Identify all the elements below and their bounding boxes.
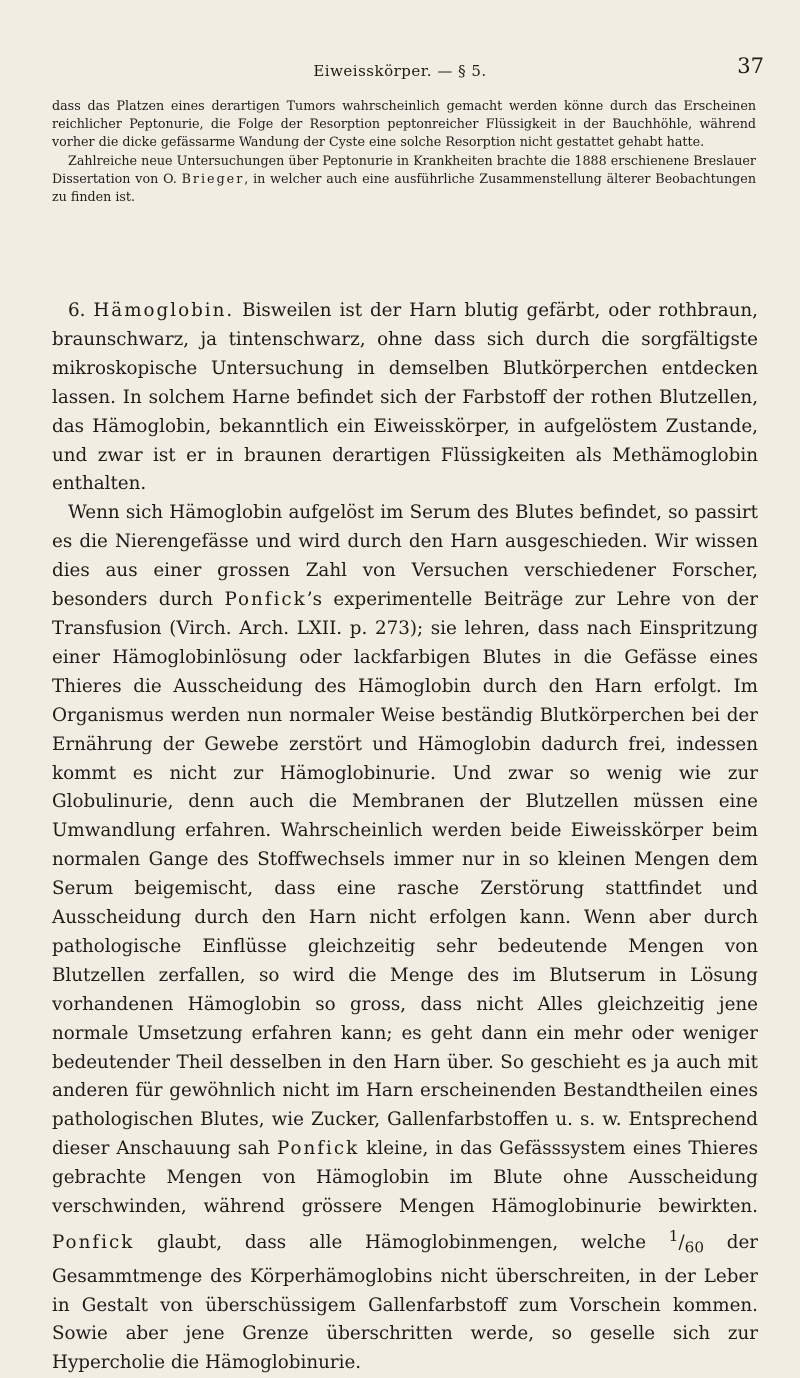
section-heading-term: Hämoglobin. bbox=[93, 300, 235, 321]
small-print-text: Zahlreiche neue Untersuchungen über Peptonurie in Krankheiten brachte die 1888 erschienene Breslauer Dissertation von O. bbox=[52, 152, 756, 186]
body-text: Bisweilen ist der Harn blutig gefärbt, oder rothbraun, braunschwarz, ja tintenschwarz, ohne dass sich durch die sorgfältigste mikroskopische Untersuchung in demselben Blutkörperchen entdecken lassen. In solchem Harne befindet sich der Farbstoff der rothen Blutzellen, das Hämoglobin, bekanntlich ein Eiweisskörper, in aufgelöstem Zustande, und zwar ist er in braunen derartigen Flüssigkeiten als Methämoglobin enthalten. bbox=[52, 300, 758, 495]
fraction: $^1/_{60}$ bbox=[668, 1227, 705, 1257]
body-text: Wenn sich Hämoglobin aufgelöst im Serum des Blutes befindet, so passirt es die Nierengefässe und wird durch den Harn ausgeschieden. Wir wissen dies aus einer grossen Zahl von Versuchen verschiedener Forscher, besonders durch bbox=[52, 502, 758, 611]
body-text: glaubt, dass alle Hämoglobinmengen, welche bbox=[134, 1232, 669, 1254]
running-head bbox=[0, 54, 800, 82]
small-print-block bbox=[52, 97, 756, 206]
main-text-block bbox=[52, 297, 758, 1378]
fraction-numerator: 1 bbox=[668, 1227, 679, 1245]
body-text: kleine, in das Gefässsystem eines Thieres gebrachte Mengen von Hämoglobin im Blute ohne Ausscheidung verschwinden, während grössere Mengen Hämoglobinurie bewirkten. bbox=[52, 1138, 759, 1218]
small-print-text: , in welcher auch eine ausführliche Zusammenstellung älterer Beobachtungen zu finden ist. bbox=[52, 170, 756, 205]
small-print-paragraph-2 bbox=[52, 152, 756, 207]
page-number: 37 bbox=[737, 54, 764, 78]
section-6-paragraph-2 bbox=[52, 499, 758, 1378]
body-text: ’s experimentelle Beiträge zur Lehre von der Transfusion (Virch. Arch. LXII. p. 273); sie lehren, dass nach Einspritzung einer Hämoglobinlösung oder lackfarbigen Blutes in die Gefässe eines Thieres die Ausscheidung des Hämoglobin durch den Harn erfolgt. Im Organismus werden nun normaler Weise beständig Blutkörperchen bei der Ernährung der Gewebe zerstört und Hämoglobin dadurch frei, indessen kommt es nicht zur Hämoglobinurie. Und zwar so wenig wie zur Globulinurie, denn auch die Membranen der Blutzellen müssen eine Umwandlung erfahren. Wahrscheinlich werden beide Eiweisskörper beim normalen Gange des Stoffwechsels immer nur in so kleinen Mengen dem Serum beigemischt, dass eine rasche Zerstörung stattfindet und Ausscheidung durch den Harn nicht erfolgen kann. Wenn aber durch pathologische Einflüsse gleichzeitig sehr bedeutende Mengen von Blutzellen zerfallen, so wird die Menge des im Blutserum in Lösung vorhandenen Hämoglobin so gross, dass nicht Alles gleichzeitig jene normale Umsetzung erfahren kann; es geht dann ein mehr oder weniger bedeutender Theil desselben in den Harn über. So geschieht es ja auch mit anderen für gewöhnlich nicht im Harn erscheinenden Bestandtheilen eines pathologischen Blutes, wie Zucker, Gallenfarbstoffen u. s. w. Entsprechend dieser Anschauung sah bbox=[52, 589, 758, 1160]
running-title: Eiweisskörper. — § 5. bbox=[313, 62, 487, 80]
author-name-brieger: Brieger bbox=[181, 170, 245, 186]
fraction-denominator: 60 bbox=[684, 1238, 705, 1257]
section-number: 6. bbox=[68, 300, 94, 321]
section-6-paragraph-1 bbox=[52, 297, 758, 499]
body-text: der Gesammtmenge des Körperhämoglobins nicht überschreiten, in der Leber in Gestalt von überschüssigem Gallenfarbstoff zum Vorschein kommen. Sowie aber jene Grenze überschritten werde, so geselle sich zur Hypercholie die Hämoglobinurie. bbox=[52, 1232, 759, 1374]
author-name-ponfick: Ponfick bbox=[224, 589, 307, 611]
author-name-ponfick: Ponfick bbox=[276, 1138, 360, 1160]
small-print-paragraph-1: dass das Platzen eines derartigen Tumors wahrscheinlich gemacht werden könne durch das Erscheinen reichlicher Peptonurie, die Folge der Resorption peptonreicher Flüssigkeit in der Bauchhöhle, während vorher die dicke gefässarme Wandung der Cyste eine solche Resorption nicht gestattet gehabt hatte. bbox=[52, 98, 756, 150]
author-name-ponfick: Ponfick bbox=[52, 1232, 135, 1254]
